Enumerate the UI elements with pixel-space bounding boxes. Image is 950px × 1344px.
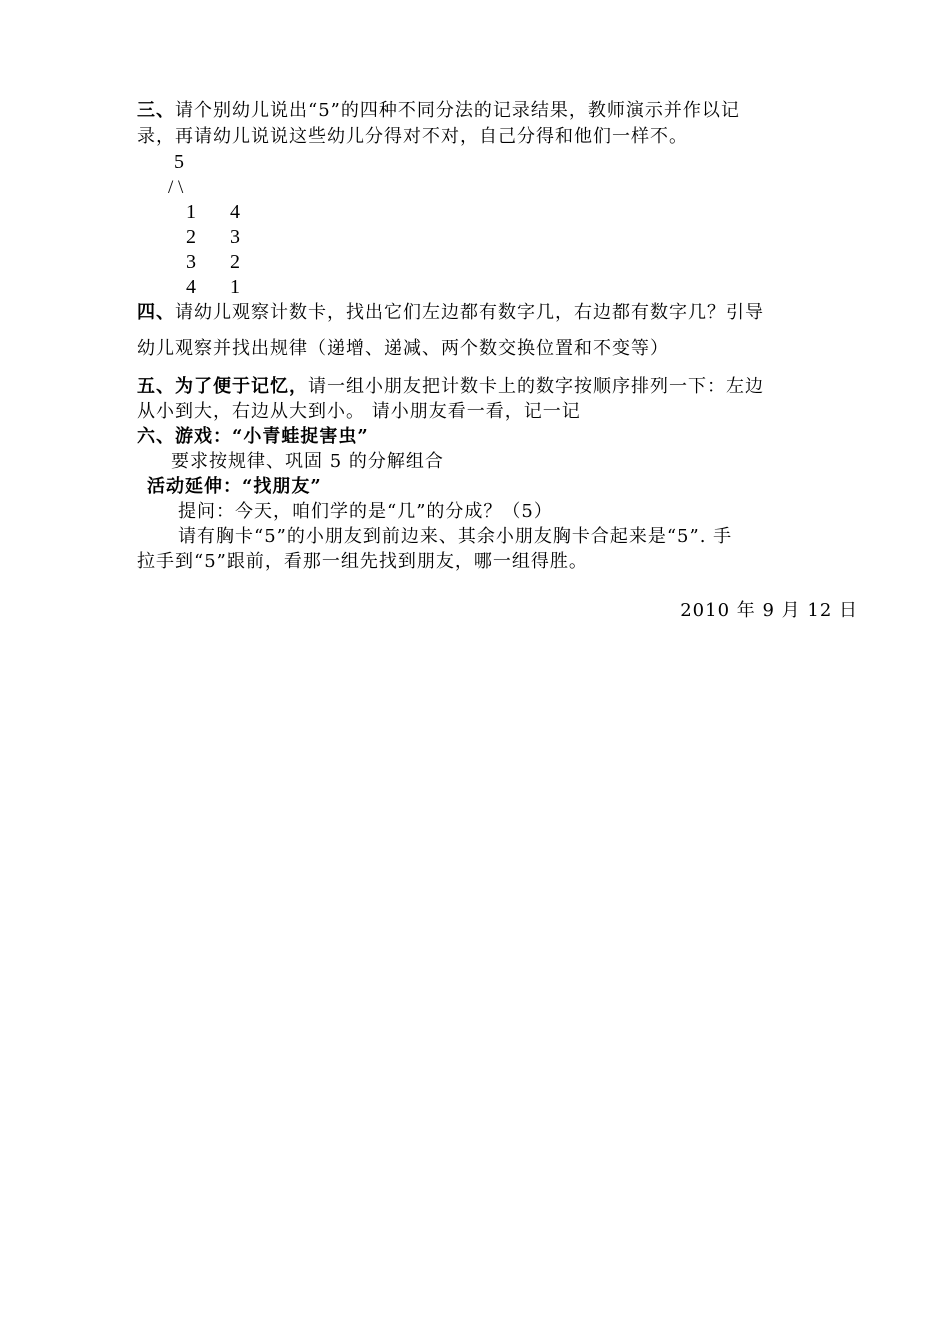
section-3-heading: 三、 <box>137 100 175 121</box>
section-4-text-1: 请幼儿观察计数卡，找出它们左边都有数字几，右边都有数字几？引导 <box>175 302 764 323</box>
section-5-line-1 <box>137 374 764 399</box>
section-6-text-1: 要求按规律、巩固 5 的分解组合 <box>171 451 444 472</box>
diagram-row-1-left: 1 <box>186 201 196 223</box>
diagram-row-2-left: 2 <box>186 226 196 248</box>
extension-text-1: 请有胸卡“5”的小朋友到前边来、其余小朋友胸卡合起来是“5”. 手 <box>178 526 733 547</box>
diagram-top-number: 5 <box>174 151 184 173</box>
diagram-row-1-right: 4 <box>230 201 240 223</box>
diagram-row-4-right: 1 <box>230 276 240 298</box>
section-3-text-2: 录，再请幼儿说说这些幼儿分得对不对，自己分得和他们一样不。 <box>137 126 688 147</box>
diagram-row-2-right: 3 <box>230 226 240 248</box>
extension-text-2: 拉手到“5”跟前，看那一组先找到朋友，哪一组得胜。 <box>137 551 588 572</box>
diagram-row-4-left: 4 <box>186 276 196 298</box>
section-4-heading: 四、 <box>137 302 175 323</box>
document-date: 2010 年 9 月 12 日 <box>680 600 858 621</box>
section-5-text-2: 从小到大，右边从大到小。 请小朋友看一看，记一记 <box>137 401 581 422</box>
section-6-heading: 六、游戏：“小青蛙捉害虫” <box>137 426 369 447</box>
extension-question: 提问：今天，咱们学的是“几”的分成？（5） <box>178 501 553 522</box>
section-4-text-2: 幼儿观察并找出规律（递增、递减、两个数交换位置和不变等） <box>137 338 669 359</box>
diagram-row-3-right: 2 <box>230 251 240 273</box>
section-5-heading: 五、为了便于记忆， <box>137 376 308 397</box>
section-4-line-1 <box>137 300 764 325</box>
section-3-line-1 <box>137 98 740 123</box>
section-5-text-1: 请一组小朋友把计数卡上的数字按顺序排列一下：左边 <box>308 376 764 397</box>
section-3-text-1: 请个别幼儿说出“5”的四种不同分法的记录结果，教师演示并作以记 <box>175 100 740 121</box>
extension-heading: 活动延伸：“找朋友” <box>147 476 322 497</box>
diagram-row-3-left: 3 <box>186 251 196 273</box>
diagram-branches: / \ <box>168 177 184 198</box>
